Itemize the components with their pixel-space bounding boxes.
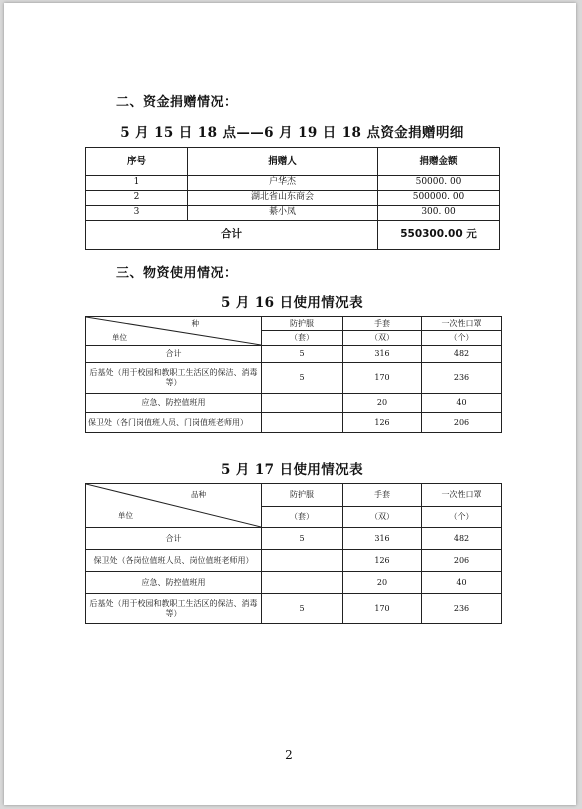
table-cell: 206	[422, 550, 502, 572]
column-unit: （双）	[343, 507, 422, 528]
diagonal-header-cell	[86, 484, 262, 528]
table-cell: 206	[422, 413, 502, 433]
column-unit: （套）	[262, 331, 343, 346]
row-label: 保卫处（各门岗值班人员、门岗值班老师用）	[86, 413, 262, 433]
column-unit: （个）	[422, 507, 502, 528]
table-row	[86, 594, 502, 624]
donation-total-row	[86, 221, 500, 250]
diagonal-header-cell	[86, 317, 262, 346]
unit-label: 单位	[118, 510, 133, 520]
column-header: 一次性口罩	[422, 317, 502, 331]
table-cell: 300. 00	[378, 206, 500, 221]
materials-section-heading: 三、物资使用情况：	[116, 266, 238, 281]
table-row	[86, 206, 500, 221]
usage-17-title: 5 月 17 日使用情况表	[221, 462, 363, 478]
usage-17-table	[85, 483, 502, 624]
donation-header-row	[86, 148, 500, 176]
table-cell: 482	[422, 528, 502, 550]
unit-label: 单位	[112, 332, 127, 342]
header-cell: 捐赠人	[188, 148, 378, 176]
table-cell: 316	[343, 528, 422, 550]
table-cell: 5	[262, 363, 343, 394]
header-cell: 捐赠金额	[378, 148, 500, 176]
table-cell	[262, 550, 343, 572]
table-cell	[262, 413, 343, 433]
table-cell: 40	[422, 572, 502, 594]
column-header: 防护服	[262, 317, 343, 331]
table-row	[86, 176, 500, 191]
page-number: 2	[285, 748, 293, 762]
kind-label: 种	[191, 319, 199, 328]
table-row	[86, 363, 502, 394]
diagonal-line	[86, 484, 261, 527]
table-row	[86, 394, 502, 413]
table-cell: 5	[262, 346, 343, 363]
row-label: 应急、防控值班用	[86, 394, 262, 413]
row-label: 合计	[86, 346, 262, 363]
total-label: 合计	[86, 221, 378, 250]
column-header: 手套	[343, 317, 422, 331]
table-cell: 40	[422, 394, 502, 413]
table-cell: 20	[343, 572, 422, 594]
table-cell: 綦小凤	[188, 206, 378, 221]
header-cell: 序号	[86, 148, 188, 176]
table-cell: 170	[343, 363, 422, 394]
row-label: 保卫处（各岗位值班人员、岗位值班老师用）	[86, 550, 262, 572]
column-unit: （套）	[262, 507, 343, 528]
donation-table	[85, 147, 500, 250]
table-cell: 1	[86, 176, 188, 191]
table-row	[86, 413, 502, 433]
document-page	[4, 3, 576, 805]
table-cell: 3	[86, 206, 188, 221]
table-cell: 5	[262, 594, 343, 624]
table-row	[86, 572, 502, 594]
donation-section-heading: 二、资金捐赠情况：	[116, 95, 238, 110]
table-cell: 户华杰	[188, 176, 378, 191]
table-cell: 126	[343, 550, 422, 572]
column-unit: （个）	[422, 331, 502, 346]
column-header: 防护服	[262, 484, 343, 507]
table-cell: 236	[422, 594, 502, 624]
table-cell	[262, 572, 343, 594]
column-header: 手套	[343, 484, 422, 507]
table-cell: 2	[86, 191, 188, 206]
table-row	[86, 528, 502, 550]
usage-16-table	[85, 316, 502, 433]
table-row	[86, 346, 502, 363]
donation-table-title: 5 月 15 日 18 点——6 月 19 日 18 点资金捐赠明细	[120, 125, 464, 141]
table-row	[86, 550, 502, 572]
table-cell: 236	[422, 363, 502, 394]
row-label: 后基处（用于校园和教职工生活区的保洁、消毒等）	[86, 363, 262, 394]
usage-16-title: 5 月 16 日使用情况表	[221, 295, 363, 311]
row-label: 应急、防控值班用	[86, 572, 262, 594]
table-cell	[262, 394, 343, 413]
table-cell: 5	[262, 528, 343, 550]
table-cell: 50000. 00	[378, 176, 500, 191]
table-row	[86, 191, 500, 206]
row-label: 合计	[86, 528, 262, 550]
column-unit: （双）	[343, 331, 422, 346]
row-label: 后基处（用于校园和教职工生活区的保洁、消毒等）	[86, 594, 262, 624]
kind-label: 品种	[191, 490, 206, 499]
table-cell: 126	[343, 413, 422, 433]
table-cell: 500000. 00	[378, 191, 500, 206]
table-cell: 482	[422, 346, 502, 363]
table-cell: 170	[343, 594, 422, 624]
table-cell: 316	[343, 346, 422, 363]
column-header: 一次性口罩	[422, 484, 502, 507]
total-value: 550300.00 元	[378, 221, 500, 250]
table-cell: 湖北省山东商会	[188, 191, 378, 206]
table-cell: 20	[343, 394, 422, 413]
